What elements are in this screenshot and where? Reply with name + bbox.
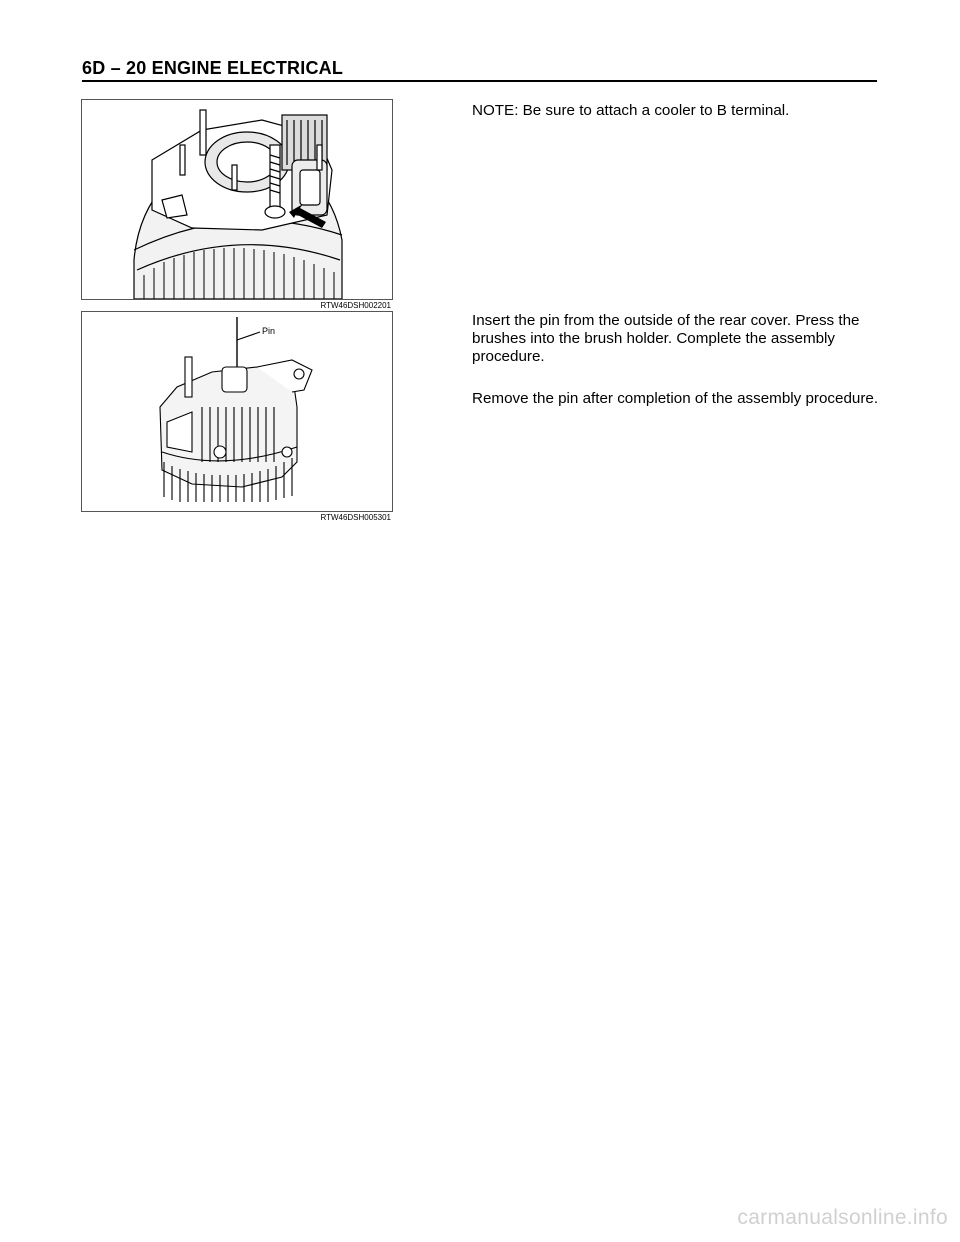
figure-b-terminal (81, 99, 393, 300)
alternator-pin-illustration (82, 312, 392, 511)
page-title: 6D – 20 ENGINE ELECTRICAL (82, 58, 344, 78)
instruction-paragraph: Insert the pin from the outside of the rear cover. Press the brushes into the brush holder. Complete the assembly procedure. (472, 312, 860, 365)
note-paragraph: NOTE: Be sure to attach a cooler to B terminal. (472, 102, 790, 119)
watermark: carmanualsonline.info (737, 1206, 948, 1229)
instruction-paragraph: Remove the pin after completion of the assembly procedure. (472, 390, 879, 407)
figure-code: RTW46DSH002201 (320, 301, 391, 310)
figure-pin-insert (81, 311, 393, 512)
pin-callout-label: Pin (262, 326, 276, 336)
alternator-rear-illustration (82, 100, 392, 299)
figure-code: RTW46DSH005301 (320, 513, 391, 522)
page-header (82, 58, 877, 82)
